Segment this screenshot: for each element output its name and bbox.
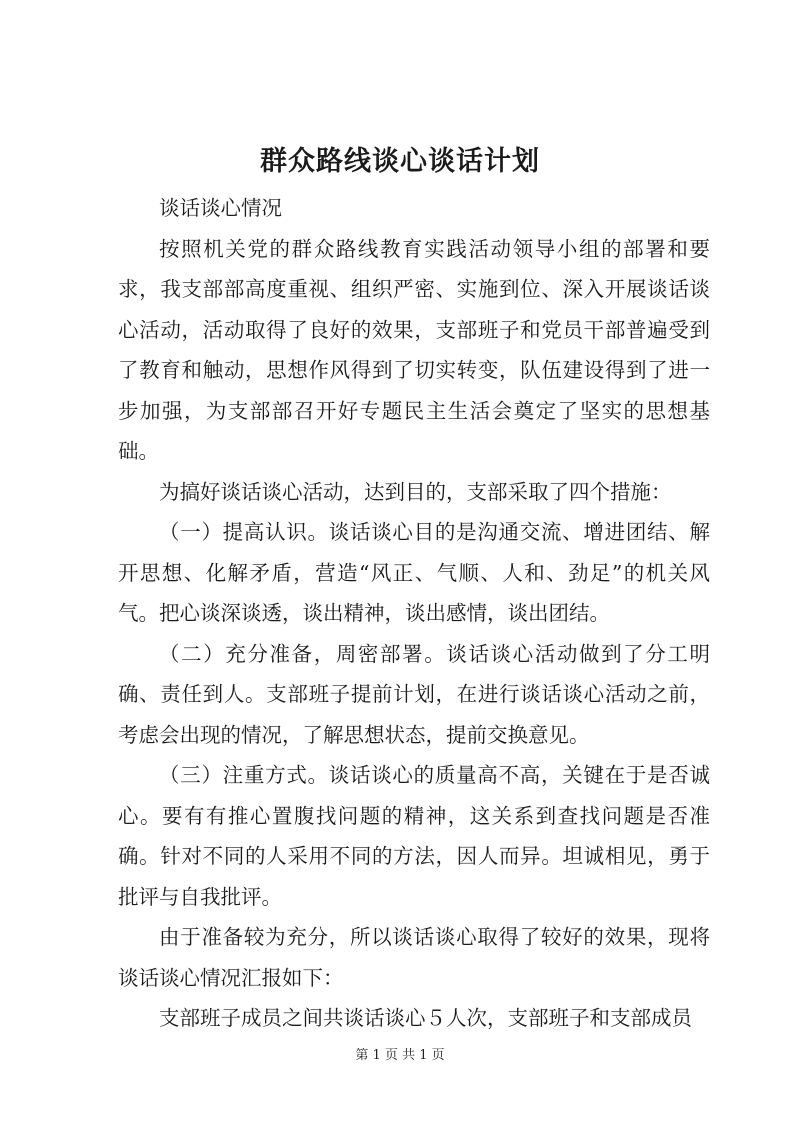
paragraph: 按照机关党的群众路线教育实践活动领导小组的部署和要求，我支部部高度重视、组织严密、实施到位、深入开展谈话谈心活动，活动取得了良好的效果，支部班子和党员干部普遍受到了教育和触动，思想作风得到了切实转变，队伍建设得到了进一步加强，为支部部召开好专题民主生活会奠定了坚实的思想基础。: [118, 236, 710, 463]
paragraph: （一）提高认识。谈话谈心目的是沟通交流、增进团结、解开思想、化解矛盾，营造“风正、气顺、人和、劲足”的机关风气。把心谈深谈透，谈出精神，谈出感情，谈出团结。: [118, 520, 710, 625]
paragraph: 支部班子成员之间共谈话谈心５人次，支部班子和支部成员: [159, 1006, 692, 1030]
paragraph: （三）注重方式。谈话谈心的质量高不高，关键在于是否诚心。要有有推心置腹找问题的精神，这关系到查找问题是否准确。针对不同的人采用不同的方法，因人而异。坦诚相见，勇于批评与自我批评。: [118, 763, 710, 909]
document-body: [118, 188, 710, 1039]
document-title: 群众路线谈心谈话计划: [260, 146, 540, 177]
paragraph: （二）充分准备，周密部署。谈话谈心活动做到了分工明确、责任到人。支部班子提前计划，在进行谈话谈心活动之前，考虑会出现的情况，了解思想状态，提前交换意见。: [118, 641, 710, 747]
page-number-footer: 第 1 页 共 1 页: [355, 1048, 445, 1063]
paragraph: 由于准备较为充分，所以谈话谈心取得了较好的效果，现将谈话谈心情况汇报如下：: [118, 925, 710, 990]
paragraph: 谈话谈心情况: [159, 196, 282, 220]
paragraph: 为搞好谈话谈心活动，达到目的，支部采取了四个措施：: [159, 479, 672, 504]
